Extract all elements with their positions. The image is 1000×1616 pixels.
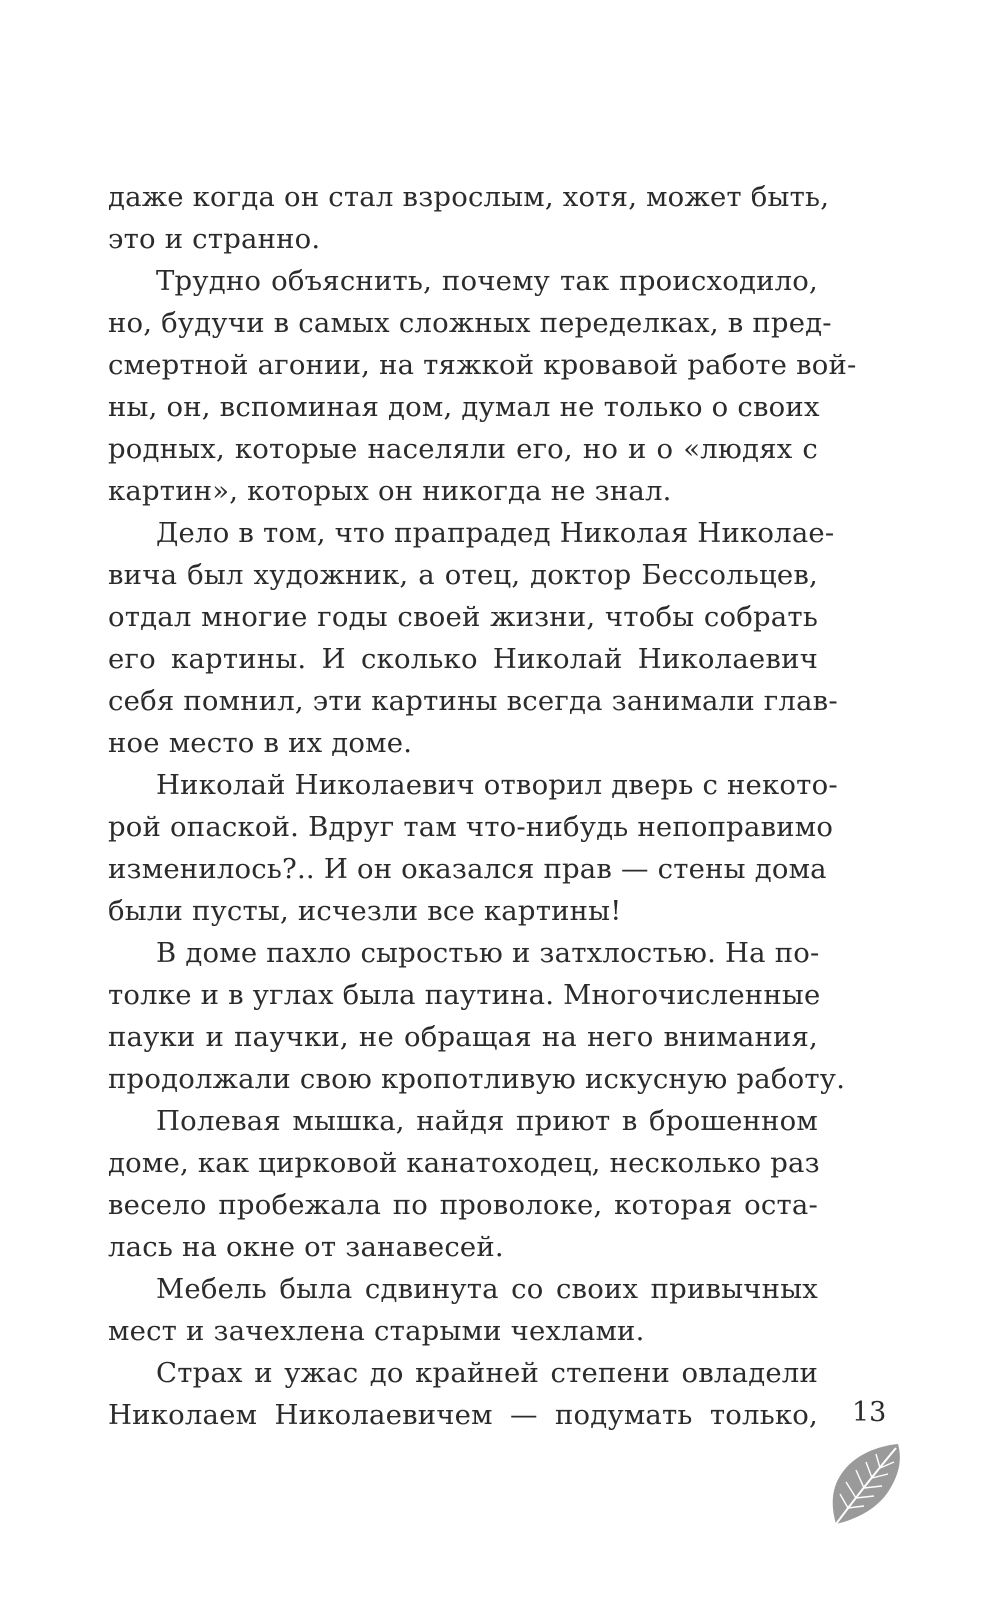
text-line: даже когда он стал взрослым, хотя, может быть, xyxy=(108,181,830,213)
text-line: лась на окне от занавесей. xyxy=(108,1231,504,1263)
text-line: доме, как цирковой канатоходец, несколько раз xyxy=(108,1147,820,1179)
text-line: были пусты, исчезли все картины! xyxy=(108,895,622,927)
paragraph xyxy=(108,932,846,1100)
text-line: ное место в их доме. xyxy=(108,727,413,759)
paragraph xyxy=(108,764,838,932)
text-line: вича был художник, а отец, доктор Бессольцев, xyxy=(108,559,818,591)
text-line: изменилось?.. И он оказался прав — стены дома xyxy=(108,853,827,885)
text-line: рой опаской. Вдруг там что-нибудь непоправимо xyxy=(108,811,834,843)
text-line: но, будучи в самых сложных переделках, в пред- xyxy=(108,307,832,339)
text-line: Дело в том, что прапрадед Николая Николае- xyxy=(156,517,835,549)
leaf-icon xyxy=(824,1440,904,1530)
text-line: себя помнил, эти картины всегда занимали глав- xyxy=(108,685,838,717)
text-line: ны, он, вспоминая дом, думал не только о своих xyxy=(108,391,820,423)
text-line: смертной агонии, на тяжкой кровавой работе вой- xyxy=(108,349,857,381)
text-line: продолжали свою кропотливую искусную работу. xyxy=(108,1063,846,1095)
text-line: его картины. И сколько Николай Николаевич xyxy=(108,643,818,675)
text-line: родных, которые населяли его, но и о «людях с xyxy=(108,433,818,465)
text-line: толке и в углах была паутина. Многочисленные xyxy=(108,979,821,1011)
text-line: отдал многие годы своей жизни, чтобы собрать xyxy=(108,601,818,633)
paragraph xyxy=(108,512,838,764)
text-line: пауки и паучки, не обращая на него внимания, xyxy=(108,1021,818,1053)
text-line: Страх и ужас до крайней степени овладели xyxy=(156,1357,818,1389)
text-line: Полевая мышка, найдя приют в брошенном xyxy=(156,1105,818,1137)
text-line: Николай Николаевич отворил дверь с некото- xyxy=(156,769,838,801)
page-number: 13 xyxy=(852,1397,887,1428)
paragraph xyxy=(108,1352,818,1436)
paragraph xyxy=(108,260,857,512)
text-line: Трудно объяснить, почему так происходило, xyxy=(156,265,818,297)
paragraph xyxy=(108,176,830,260)
text-line: весело пробежала по проволоке, которая оста- xyxy=(108,1189,818,1221)
text-line: это и странно. xyxy=(108,223,321,255)
text-line: картин», которых он никогда не знал. xyxy=(108,475,672,507)
text-line: В доме пахло сыростью и затхлостью. На по- xyxy=(156,937,820,969)
text-line: Мебель была сдвинута со своих привычных xyxy=(156,1273,818,1305)
text-column xyxy=(108,176,857,1436)
text-line: мест и зачехлена старыми чехлами. xyxy=(108,1315,645,1347)
paragraph xyxy=(108,1100,818,1268)
text-line: Николаем Николаевичем — подумать только, xyxy=(108,1399,818,1431)
paragraph xyxy=(108,1268,818,1352)
